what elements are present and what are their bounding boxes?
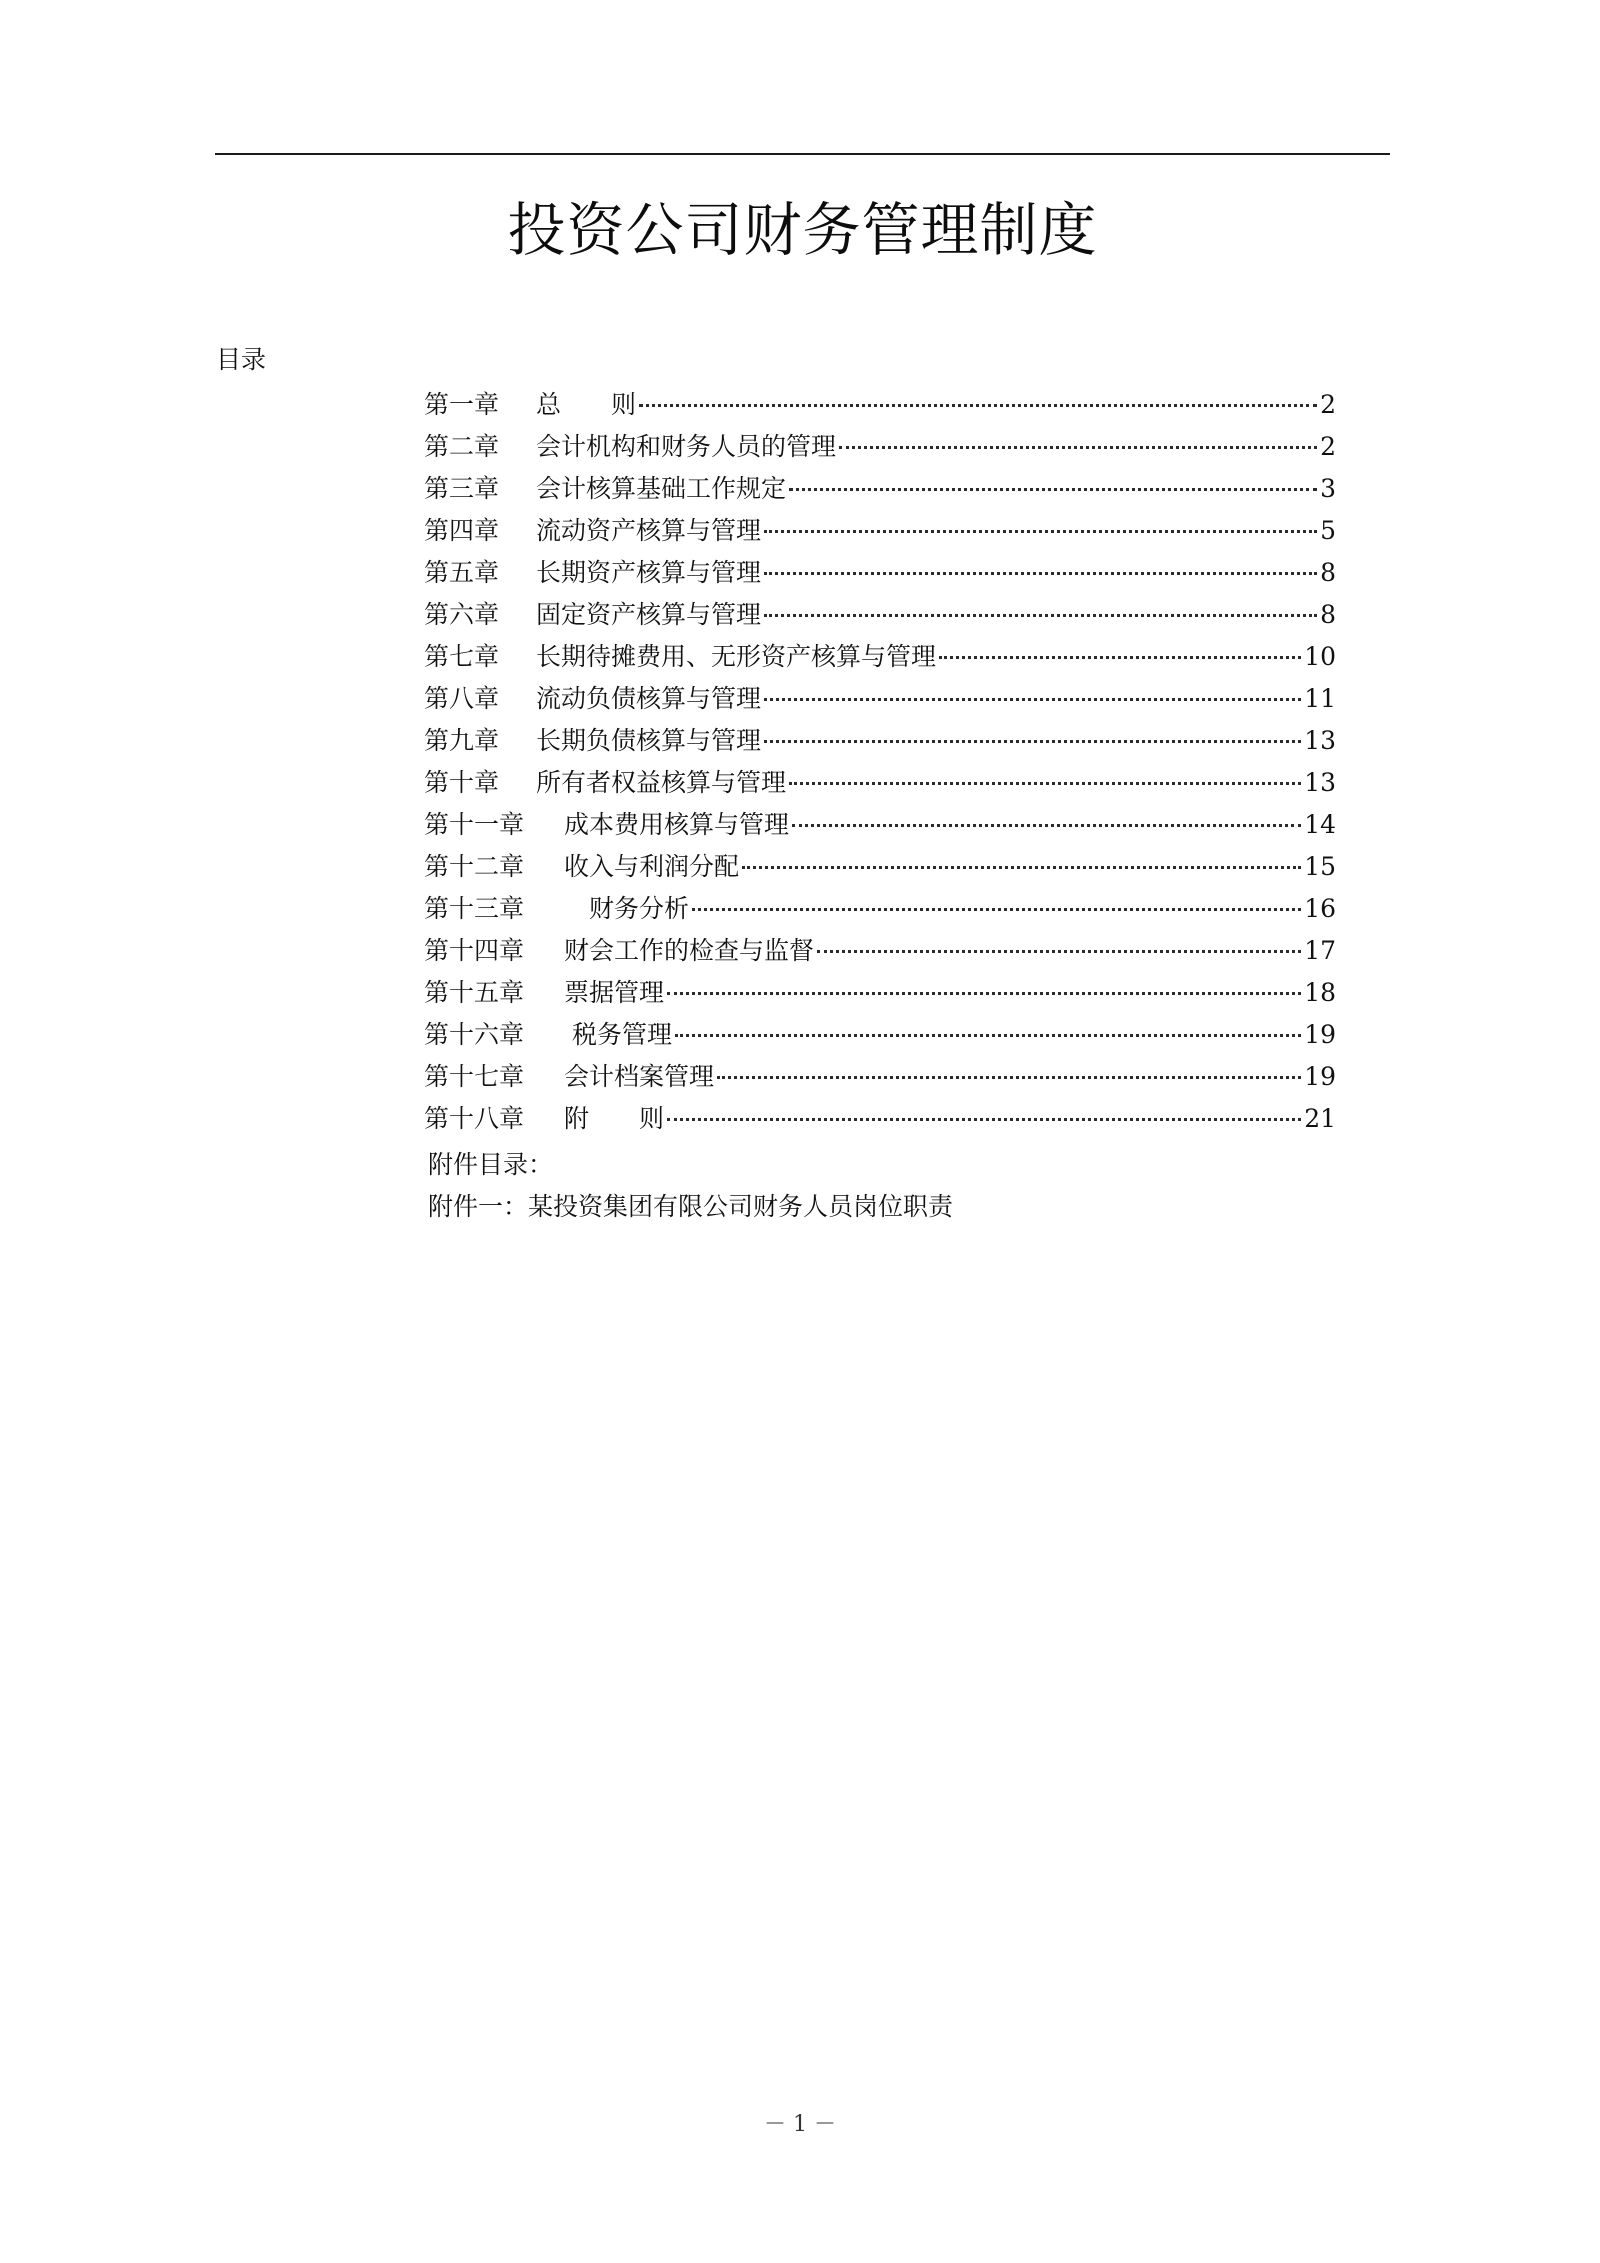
toc-entry[interactable] [424, 640, 1336, 682]
table-of-contents [424, 388, 1336, 1144]
toc-entry[interactable] [424, 1018, 1336, 1060]
toc-entry[interactable] [424, 682, 1336, 724]
toc-page-number: 11 [1304, 684, 1336, 713]
toc-leader-dots [764, 529, 1317, 533]
toc-chapter-label: 第六章 [424, 600, 500, 629]
toc-leader-dots [764, 739, 1301, 743]
toc-chapter-title: 财务分析 [564, 894, 690, 923]
toc-leader-dots [764, 613, 1317, 617]
toc-chapter-label: 第三章 [424, 474, 500, 503]
toc-chapter-label: 第十二章 [424, 852, 525, 881]
toc-leader-dots [939, 655, 1301, 659]
toc-chapter-label: 第十八章 [424, 1104, 525, 1133]
toc-chapter-title: 附 则 [564, 1104, 665, 1133]
toc-page-number: 21 [1304, 1104, 1336, 1133]
toc-chapter-label: 第九章 [424, 726, 500, 755]
toc-chapter-title: 会计机构和财务人员的管理 [536, 432, 837, 461]
toc-chapter-title: 票据管理 [564, 978, 665, 1007]
toc-entry[interactable] [424, 850, 1336, 892]
toc-entry[interactable] [424, 976, 1336, 1018]
toc-chapter-title: 长期待摊费用、无形资产核算与管理 [536, 642, 937, 671]
toc-entry[interactable] [424, 556, 1336, 598]
toc-chapter-label: 第十六章 [424, 1020, 525, 1049]
toc-chapter-label: 第一章 [424, 390, 500, 419]
toc-page-number: 13 [1304, 726, 1336, 755]
toc-page-number: 15 [1304, 852, 1336, 881]
header-rule [215, 153, 1390, 155]
toc-page-number: 5 [1320, 516, 1336, 545]
toc-page-number: 8 [1320, 558, 1336, 587]
toc-chapter-label: 第五章 [424, 558, 500, 587]
annex-heading: 附件目录： [428, 1150, 554, 1179]
toc-page-number: 3 [1320, 474, 1336, 503]
toc-heading: 目录 [216, 345, 267, 374]
toc-chapter-title: 长期资产核算与管理 [536, 558, 762, 587]
toc-chapter-title: 固定资产核算与管理 [536, 600, 762, 629]
toc-page-number: 16 [1304, 894, 1336, 923]
toc-page-number: 19 [1304, 1020, 1336, 1049]
page-number-footer: － 1 － [764, 2112, 836, 2137]
toc-chapter-label: 第十七章 [424, 1062, 525, 1091]
toc-chapter-title: 会计核算基础工作规定 [536, 474, 787, 503]
toc-entry[interactable] [424, 1060, 1336, 1102]
toc-chapter-title: 税务管理 [564, 1020, 672, 1049]
toc-leader-dots [789, 781, 1301, 785]
toc-entry[interactable] [424, 514, 1336, 556]
toc-chapter-title: 总 则 [536, 390, 637, 419]
toc-leader-dots [692, 907, 1301, 911]
toc-chapter-title: 会计档案管理 [564, 1062, 715, 1091]
toc-leader-dots [639, 403, 1317, 407]
toc-entry[interactable] [424, 892, 1336, 934]
toc-leader-dots [667, 1117, 1301, 1121]
toc-chapter-label: 第八章 [424, 684, 500, 713]
toc-entry[interactable] [424, 808, 1336, 850]
toc-page-number: 18 [1304, 978, 1336, 1007]
toc-entry[interactable] [424, 388, 1336, 430]
toc-leader-dots [717, 1075, 1301, 1079]
toc-leader-dots [675, 1033, 1301, 1037]
toc-chapter-label: 第十三章 [424, 894, 525, 923]
toc-entry[interactable] [424, 430, 1336, 472]
toc-page-number: 10 [1304, 642, 1336, 671]
toc-entry[interactable] [424, 472, 1336, 514]
toc-chapter-title: 长期负债核算与管理 [536, 726, 762, 755]
toc-page-number: 8 [1320, 600, 1336, 629]
toc-entry[interactable] [424, 1102, 1336, 1144]
toc-chapter-label: 第二章 [424, 432, 500, 461]
toc-chapter-title: 流动负债核算与管理 [536, 684, 762, 713]
toc-chapter-label: 第十五章 [424, 978, 525, 1007]
toc-chapter-label: 第七章 [424, 642, 500, 671]
toc-chapter-title: 财会工作的检查与监督 [564, 936, 815, 965]
toc-leader-dots [792, 823, 1301, 827]
toc-entry[interactable] [424, 598, 1336, 640]
document-title: 投资公司财务管理制度 [507, 196, 1098, 264]
toc-leader-dots [667, 991, 1301, 995]
toc-leader-dots [839, 445, 1317, 449]
toc-page-number: 14 [1304, 810, 1336, 839]
toc-chapter-title: 流动资产核算与管理 [536, 516, 762, 545]
toc-chapter-label: 第十一章 [424, 810, 525, 839]
annex-item[interactable]: 附件一：某投资集团有限公司财务人员岗位职责 [428, 1192, 954, 1221]
toc-page-number: 2 [1320, 432, 1336, 461]
toc-leader-dots [764, 571, 1317, 575]
toc-leader-dots [764, 697, 1301, 701]
toc-page-number: 13 [1304, 768, 1336, 797]
toc-chapter-label: 第十四章 [424, 936, 525, 965]
toc-page-number: 2 [1320, 390, 1336, 419]
toc-page-number: 17 [1304, 936, 1336, 965]
toc-chapter-title: 收入与利润分配 [564, 852, 740, 881]
toc-chapter-title: 所有者权益核算与管理 [536, 768, 787, 797]
toc-leader-dots [817, 949, 1301, 953]
toc-chapter-label: 第四章 [424, 516, 500, 545]
toc-chapter-title: 成本费用核算与管理 [564, 810, 790, 839]
toc-entry[interactable] [424, 766, 1336, 808]
toc-page-number: 19 [1304, 1062, 1336, 1091]
toc-leader-dots [789, 487, 1317, 491]
toc-chapter-label: 第十章 [424, 768, 500, 797]
toc-leader-dots [742, 865, 1301, 869]
toc-entry[interactable] [424, 724, 1336, 766]
toc-entry[interactable] [424, 934, 1336, 976]
